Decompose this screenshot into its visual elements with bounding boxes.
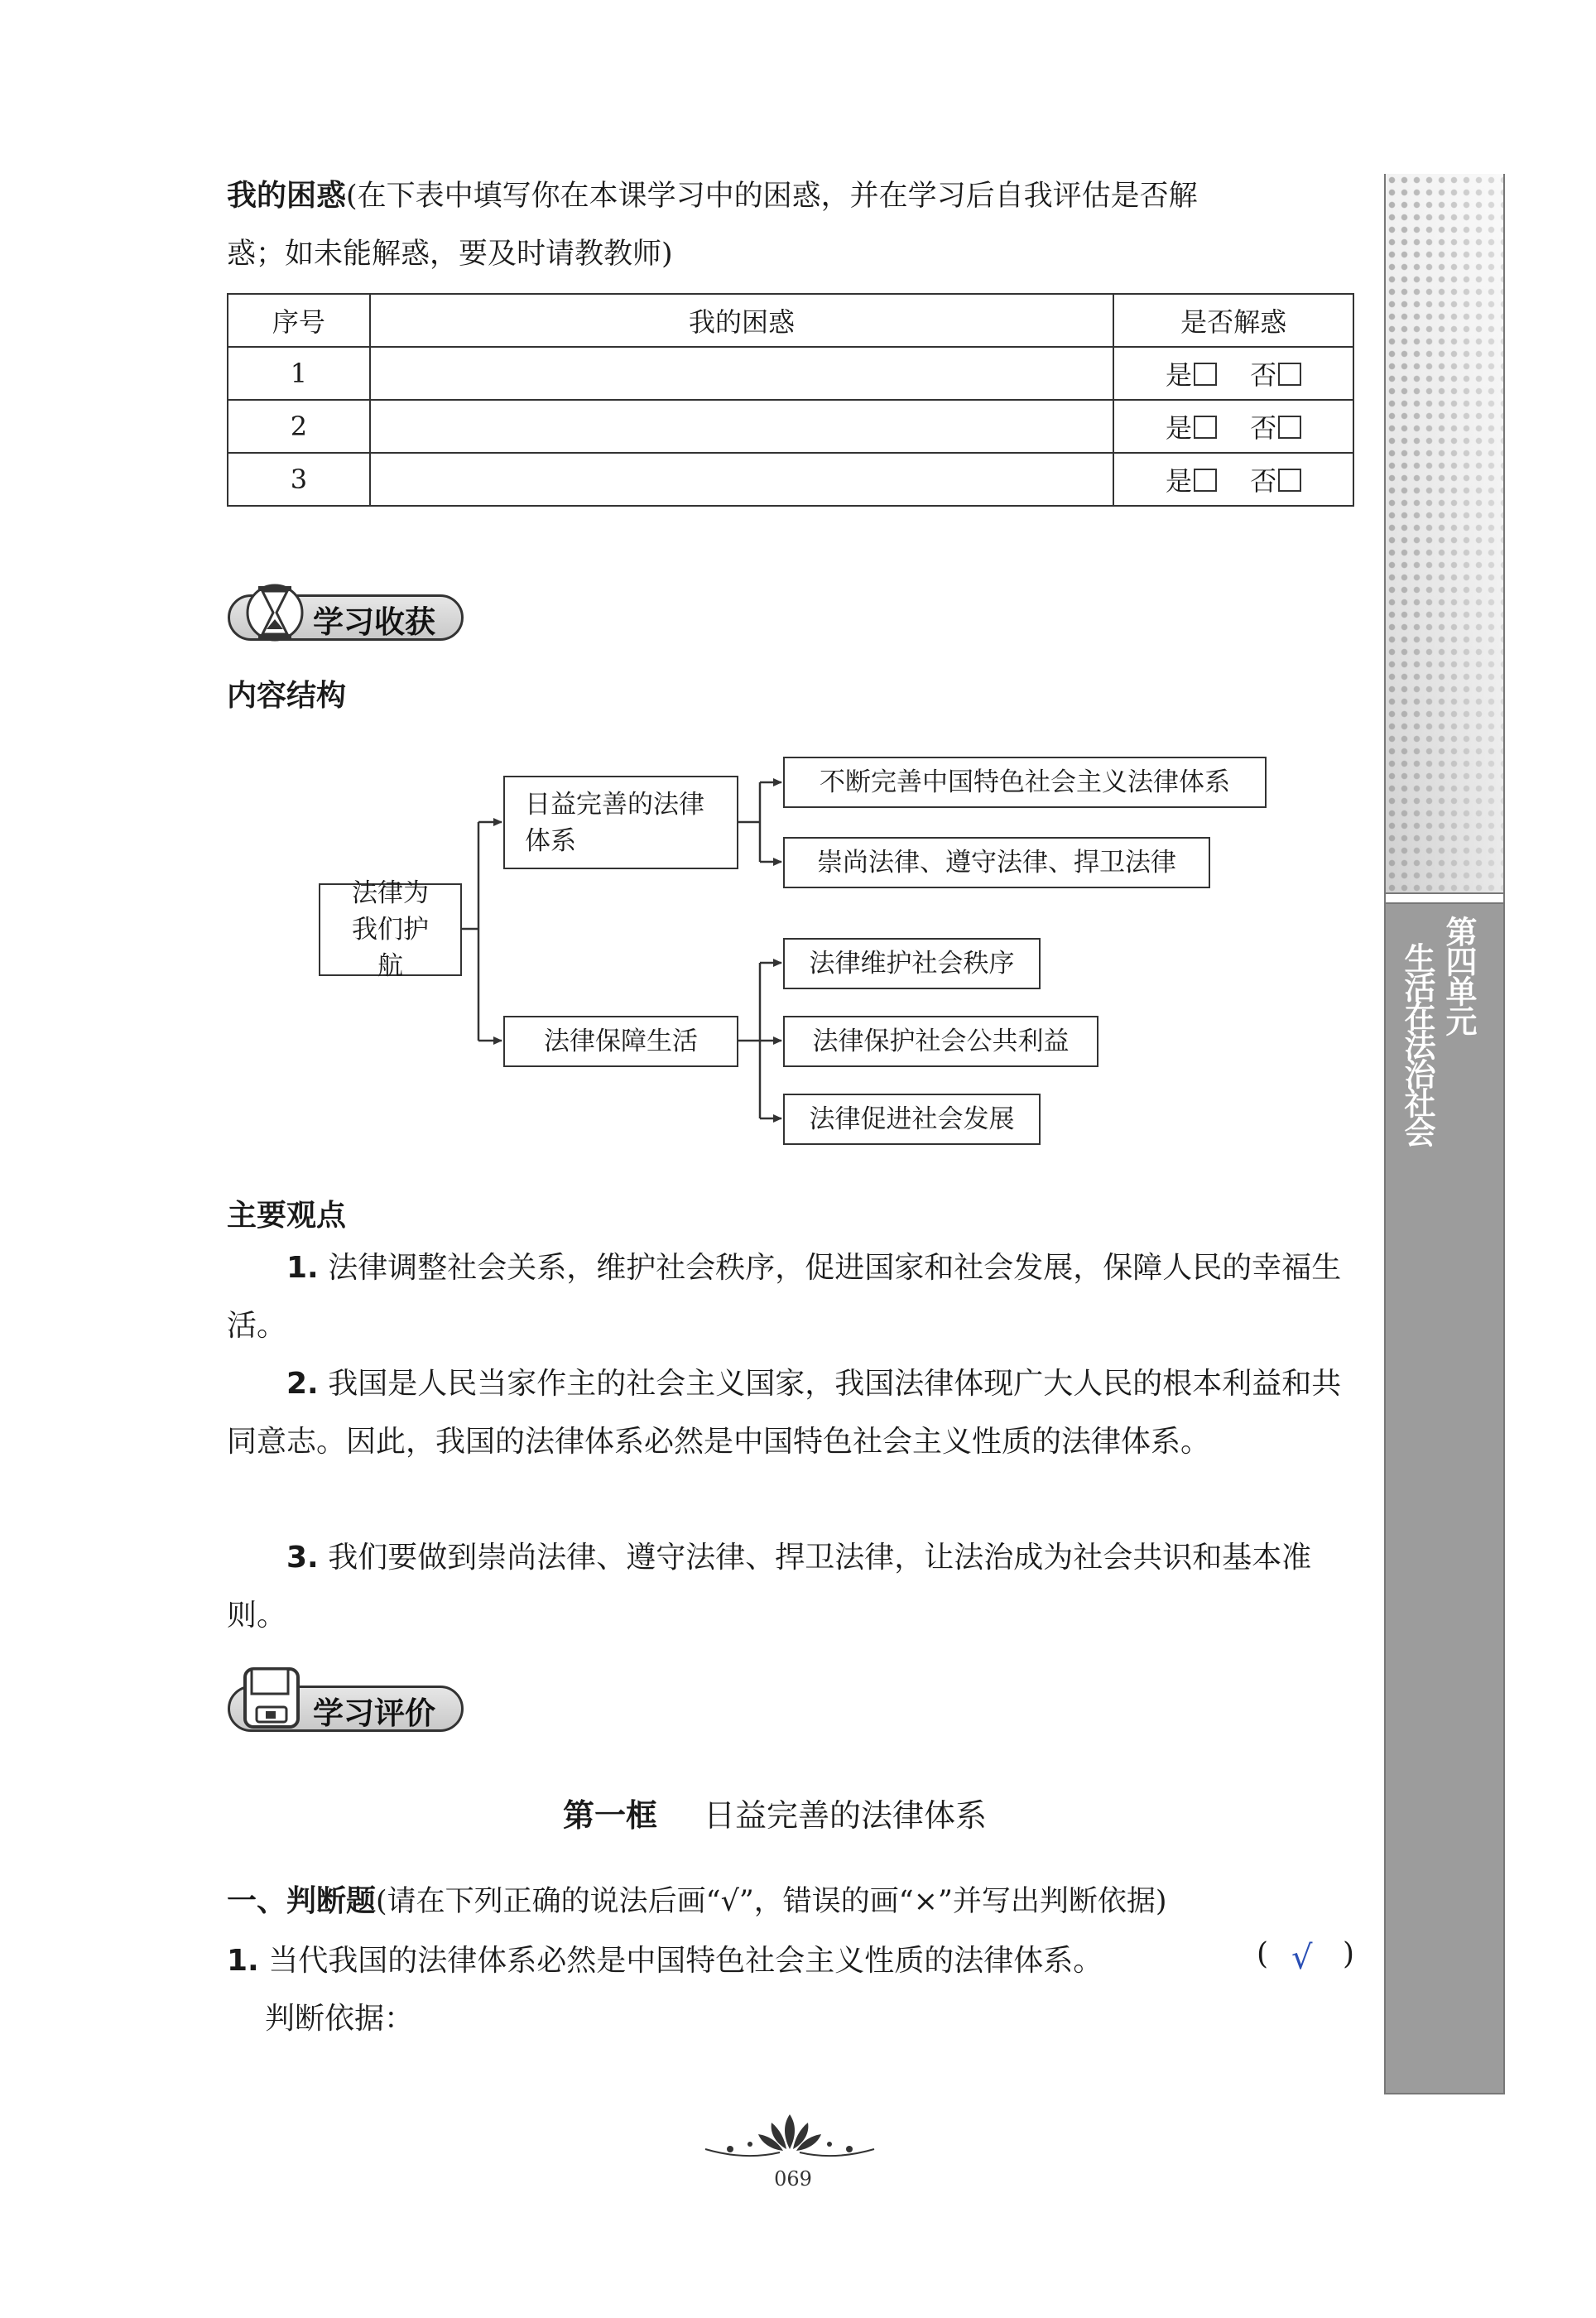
row-number: 2 [228, 400, 370, 453]
answer-mark[interactable]: √ [1291, 1939, 1313, 1977]
doubt-instruction-1: (在下表中填写你在本课学习中的困惑，并在学习后自我评估是否解 [346, 180, 1198, 213]
question-section-header [227, 1878, 1167, 1920]
main-point-3: 3. 我们要做到崇尚法律、遵守法律、捍卫法律，让法治成为社会共识和基本准则。 [227, 1541, 1312, 1633]
frame-subtitle: 日益完善的法律体系 [704, 1797, 988, 1834]
page-number: 069 [774, 2167, 812, 2191]
diagram-root: 法律为我们护航 [319, 883, 462, 976]
main-point-2: 2. 我国是人民当家作主的社会主义国家，我国法律体现广大人民的根本利益和共同意志。因此，我国的法律体系必然是中国特色社会主义性质的法律体系。 [227, 1367, 1342, 1459]
diagram-leaf: 不断完善中国特色社会主义法律体系 [783, 757, 1267, 808]
doubt-title: 我的困惑 [227, 179, 347, 213]
unit-title: 生活在法治社会 [1399, 942, 1435, 1145]
judgment-basis-label: 判断依据： [265, 2002, 415, 2036]
column-header: 是否解惑 [1113, 294, 1353, 347]
row-number: 1 [228, 347, 370, 400]
resolved-cell: 是 否 [1113, 400, 1353, 453]
diagram-leaf: 崇尚法律、遵守法律、捍卫法律 [783, 837, 1210, 888]
resolved-cell: 是 否 [1113, 347, 1353, 400]
footer-ornament-icon [700, 2111, 879, 2164]
column-header: 我的困惑 [370, 294, 1113, 347]
question-item: 1. 当代我国的法律体系必然是中国特色社会主义性质的法律体系。 [227, 1944, 1103, 1978]
diagram-leaf: 法律维护社会秩序 [783, 938, 1041, 989]
diagram-leaf: 法律保护社会公共利益 [783, 1016, 1098, 1067]
doubt-instruction-2: 惑；如未能解惑，要及时请教教师) [227, 238, 673, 271]
resolved-cell: 是 否 [1113, 453, 1353, 506]
floppy-disk-icon [240, 1664, 306, 1734]
diagram-leaf: 法律促进社会发展 [783, 1094, 1041, 1145]
frame-title: 第一框 [563, 1797, 658, 1834]
question-instruction: (请在下列正确的说法后画“√”，错误的画“×”并写出判断依据) [376, 1885, 1167, 1918]
row-number: 3 [228, 453, 370, 506]
question-section-title: 一、判断题 [227, 1884, 377, 1918]
structure-heading: 内容结构 [227, 679, 347, 713]
views-heading: 主要观点 [227, 1199, 347, 1233]
diagram-branch-1: 日益完善的法律体系 [503, 776, 738, 869]
main-point-1: 1. 法律调整社会关系，维护社会秩序，促进国家和社会发展，保障人民的幸福生活。 [227, 1251, 1342, 1343]
column-header: 序号 [228, 294, 370, 347]
eval-badge-label: 学习评价 [313, 1695, 435, 1731]
unit-label: 第四单元 [1440, 916, 1477, 1035]
diagram-branch-2: 法律保障生活 [503, 1016, 738, 1067]
gain-badge-label: 学习收获 [313, 604, 435, 640]
